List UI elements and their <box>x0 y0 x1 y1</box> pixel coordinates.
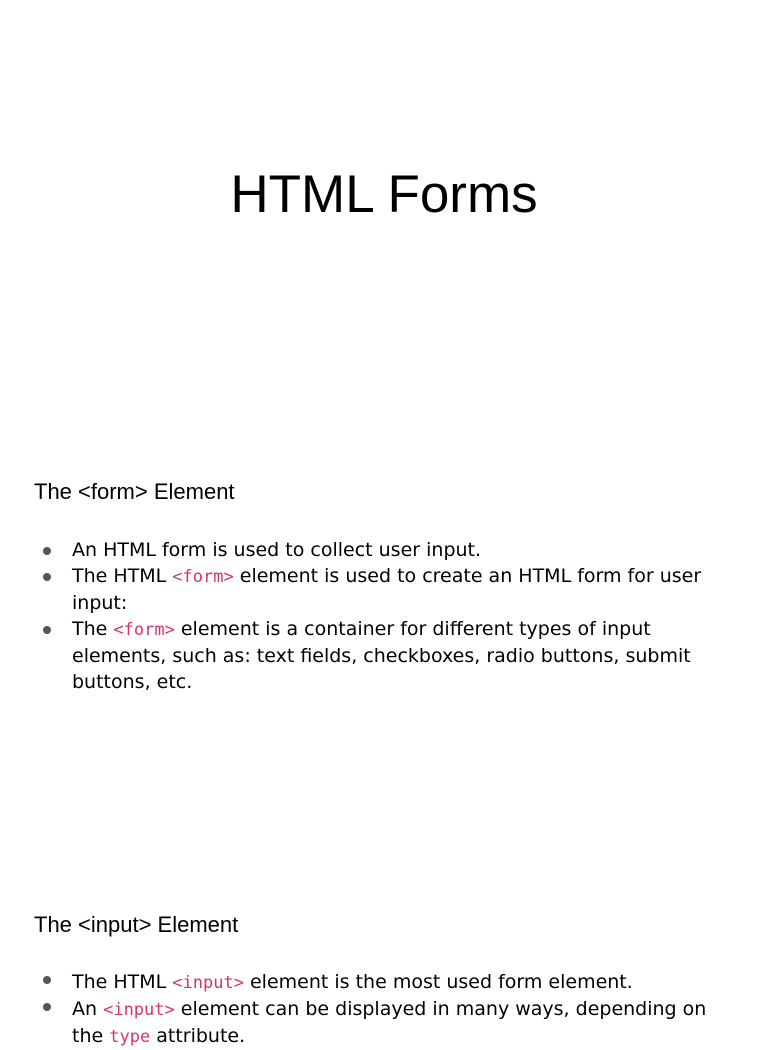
list-item <box>0 969 768 996</box>
bullet-icon <box>43 976 51 984</box>
bullet-icon <box>43 626 51 634</box>
input-bullet-list <box>0 969 768 1050</box>
bullet-text: element is a container for different types of input elements, such as: text fields, checkboxes, radio buttons, submit buttons, etc. <box>72 618 691 693</box>
bullet-text: The HTML <box>72 565 173 587</box>
bullet-text: element is the most used form element. <box>243 971 633 993</box>
list-item <box>0 996 768 1050</box>
page-title: HTML Forms <box>230 165 538 224</box>
section-heading-form: The <form> Element <box>34 479 235 504</box>
inline-code: type <box>109 1027 151 1047</box>
list-item <box>0 537 768 563</box>
bullet-icon <box>43 547 51 555</box>
bullet-icon <box>43 573 51 581</box>
bullet-text: The HTML <box>72 971 173 993</box>
section-heading-input: The <input> Element <box>34 912 239 937</box>
bullet-icon <box>43 1003 51 1011</box>
inline-code: <form> <box>113 620 175 640</box>
bullet-text: element is used to create an HTML form for user input: <box>72 565 702 614</box>
bullet-text: element can be displayed in many ways, depending on the <box>72 998 707 1047</box>
bullet-text: attribute. <box>150 1025 246 1047</box>
bullet-text: The <box>72 618 114 640</box>
bullet-text: An HTML form is used to collect user input. <box>72 539 482 561</box>
bullet-text: An <box>72 998 104 1020</box>
inline-code: <input> <box>172 973 244 993</box>
list-item <box>0 616 768 695</box>
inline-code: <form> <box>172 567 234 587</box>
form-bullet-list <box>0 537 768 695</box>
inline-code: <input> <box>103 1000 175 1020</box>
list-item <box>0 563 768 616</box>
